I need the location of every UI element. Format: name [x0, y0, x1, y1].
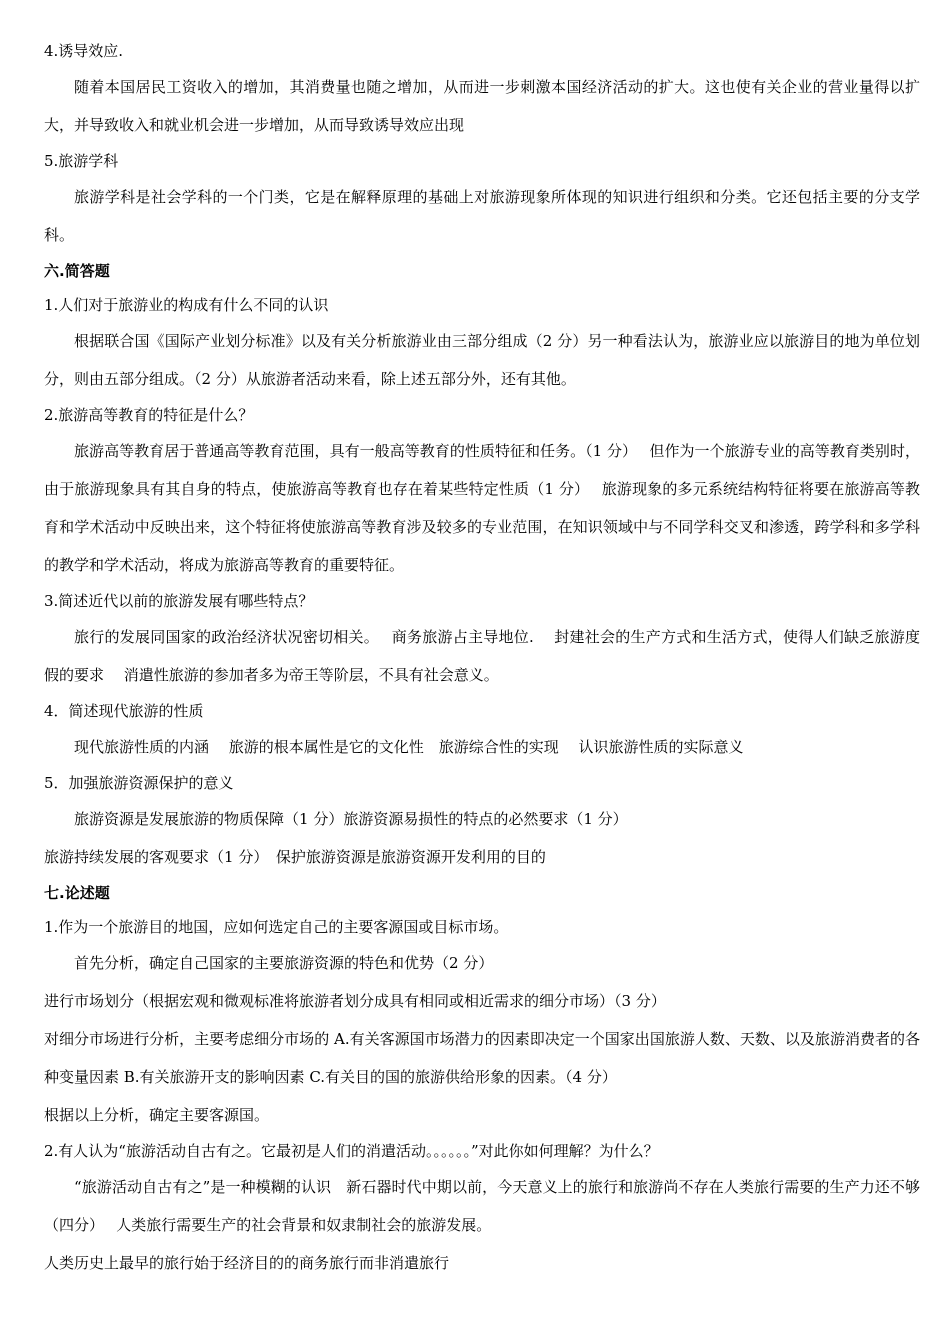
short-q-5-answer-a: 旅游资源是发展旅游的物质保障（1 分）旅游资源易损性的特点的必然要求（1 分） — [74, 810, 628, 828]
essay-q-1-answer-b: 进行市场划分（根据宏观和微观标准将旅游者划分成具有相同或相近需求的细分市场）（3 分） — [44, 992, 666, 1010]
short-q-4-answer: 现代旅游性质的内涵 旅游的根本属性是它的文化性 旅游综合性的实现 认识旅游性质的实际意义 — [74, 738, 744, 756]
essay-q-1-answer-d: 根据以上分析，确定主要客源国。 — [44, 1106, 270, 1124]
short-q-3-answer: 旅行的发展同国家的政治经济状况密切相关。 商务旅游占主导地位. 封建社会的生产方式和生活方式，使得人们缺乏旅游度假的要求 消遣性旅游的参加者多为帝王等阶层，不具有社会意义。 — [44, 628, 920, 684]
essay-q-1-answer-c: 对细分市场进行分析，主要考虑细分市场的 A.有关客源国市场潜力的因素即决定一个国家出国旅游人数、天数、以及旅游消费者的各种变量因素 B.有关旅游开支的影响因素 C.有关目的国的旅游供给形象的因素。（4 分） — [44, 1030, 920, 1086]
essay-q-2-title: 2.有人认为“旅游活动自古有之。它最初是人们的消遣活动。。。。。。”对此你如何理解？为什么？ — [44, 1142, 659, 1160]
essay-q-1-answer-a: 首先分析，确定自己国家的主要旅游资源的特色和优势（2 分） — [74, 954, 494, 972]
essay-q-2-answer-b: 人类历史上最早的旅行始于经济目的的商务旅行而非消遣旅行 — [44, 1254, 450, 1272]
short-q-5-answer-b: 旅游持续发展的客观要求（1 分） 保护旅游资源是旅游资源开发利用的目的 — [44, 848, 546, 866]
short-q-5-title: 5．加强旅游资源保护的意义 — [44, 774, 234, 792]
q-4-answer: 随着本国居民工资收入的增加，其消费量也随之增加，从而进一步刺激本国经济活动的扩大。这也使有关企业的营业量得以扩大，并导致收入和就业机会进一步增加，从而导致诱导效应出现 — [44, 78, 920, 134]
short-q-1-title: 1.人们对于旅游业的构成有什么不同的认识 — [44, 296, 329, 314]
essay-q-1-title: 1.作为一个旅游目的地国，应如何选定自己的主要客源国或目标市场。 — [44, 918, 509, 936]
q-5-answer: 旅游学科是社会学科的一个门类，它是在解释原理的基础上对旅游现象所体现的知识进行组织和分类。它还包括主要的分支学科。 — [44, 188, 920, 244]
short-q-3-title: 3.简述近代以前的旅游发展有哪些特点？ — [44, 592, 314, 610]
q-4-title: 4.诱导效应. — [44, 42, 124, 60]
q-5-title: 5.旅游学科 — [44, 152, 119, 170]
short-q-1-answer: 根据联合国《国际产业划分标准》以及有关分析旅游业由三部分组成（2 分）另一种看法认为，旅游业应以旅游目的地为单位划分，则由五部分组成。（2 分）从旅游者活动来看，除上述五部分外，还有其他。 — [44, 332, 920, 388]
section-heading-essay: 七.论述题 — [44, 884, 110, 902]
essay-q-2-answer-a: “旅游活动自古有之”是一种模糊的认识 新石器时代中期以前，今天意义上的旅行和旅游尚不存在人类旅行需要的生产力还不够（四分） 人类旅行需要生产的社会背景和奴隶制社会的旅游发展。 — [44, 1178, 920, 1234]
short-q-4-title: 4．简述现代旅游的性质 — [44, 702, 204, 720]
section-heading-short-answer: 六.简答题 — [44, 262, 110, 280]
short-q-2-answer: 旅游高等教育居于普通高等教育范围，具有一般高等教育的性质特征和任务。（1 分） 但作为一个旅游专业的高等教育类别时，由于旅游现象具有其自身的特点，使旅游高等教育也存在着某些特定性质（1 分） 旅游现象的多元系统结构特征将要在旅游高等教育和学术活动中反映出来，这个特征将使旅游高等教育涉及较多的专业范围，在知识领域中与不同学科交叉和渗透，跨学科和多学科的教学和学术活动，将成为旅游高等教育的重要特征。 — [44, 442, 920, 574]
short-q-2-title: 2.旅游高等教育的特征是什么？ — [44, 406, 254, 424]
